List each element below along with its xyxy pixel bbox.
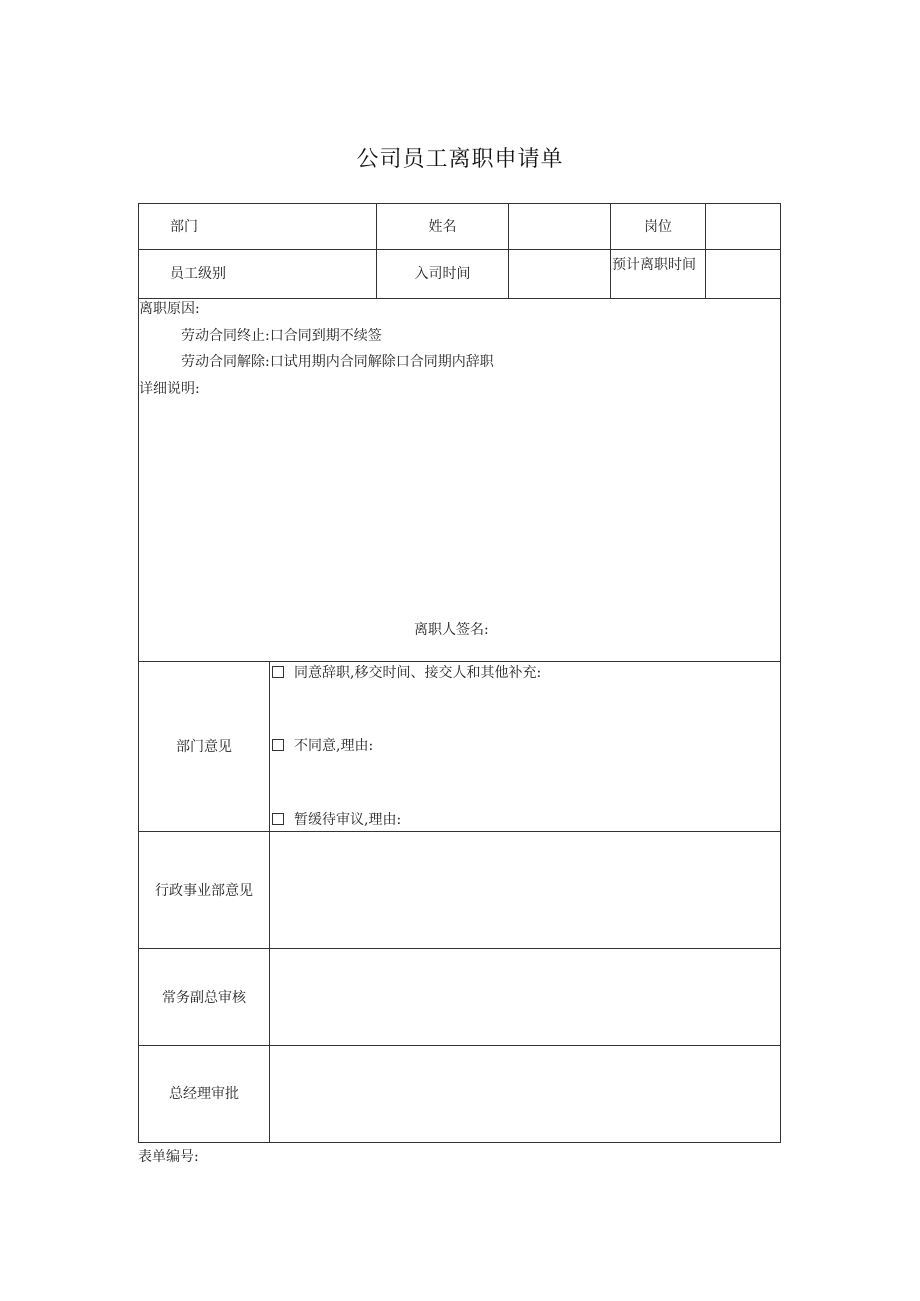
- table-col-divider: [705, 203, 706, 298]
- table-border-bottom: [138, 1142, 781, 1143]
- disagree-option-text: 不同意,理由:: [294, 738, 374, 754]
- admin-opinion-label: 行政事业部意见: [155, 883, 253, 899]
- disagree-checkbox[interactable]: [272, 739, 284, 751]
- table-row-divider: [138, 1045, 781, 1046]
- table-row-divider: [138, 249, 781, 250]
- table-row-divider: [138, 298, 781, 299]
- contract-dissolution-option: 劳动合同解除:口试用期内合同解除口合同期内辞职: [181, 354, 494, 370]
- leave-reason-label: 离职原因:: [139, 301, 200, 317]
- detail-description-label: 详细说明:: [139, 381, 200, 397]
- table-row-divider: [138, 831, 781, 832]
- postpone-option: [272, 811, 401, 829]
- table-row-divider: [138, 661, 781, 662]
- expected-leave-date-label: 预计离职时间: [612, 257, 696, 273]
- table-col-divider: [269, 661, 270, 1142]
- table-border-right: [780, 203, 781, 1143]
- disagree-option: [272, 737, 373, 755]
- employee-level-label: 员工级别: [170, 266, 226, 282]
- resignee-signature-label: 离职人签名:: [414, 622, 489, 638]
- form-number-label: 表单编号:: [138, 1149, 199, 1165]
- form-title: 公司员工离职申请单: [356, 147, 564, 172]
- vp-review-label: 常务副总审核: [162, 990, 246, 1006]
- postpone-checkbox[interactable]: [272, 813, 284, 825]
- position-label: 岗位: [644, 219, 672, 235]
- agree-checkbox[interactable]: [272, 666, 284, 678]
- agree-option: [272, 664, 541, 682]
- hire-date-label: 入司时间: [414, 266, 471, 282]
- postpone-option-text: 暂缓待审议,理由:: [294, 812, 402, 828]
- table-border-top: [138, 203, 781, 204]
- department-label: 部门: [170, 219, 198, 235]
- table-row-divider: [138, 948, 781, 949]
- table-col-divider: [508, 203, 509, 298]
- gm-approval-label: 总经理审批: [169, 1086, 239, 1102]
- contract-termination-option: 劳动合同终止:口合同到期不续签: [181, 328, 382, 344]
- name-label: 姓名: [428, 219, 457, 235]
- department-opinion-label: 部门意见: [176, 739, 232, 755]
- agree-option-text: 同意辞职,移交时间、接交人和其他补充:: [294, 665, 542, 681]
